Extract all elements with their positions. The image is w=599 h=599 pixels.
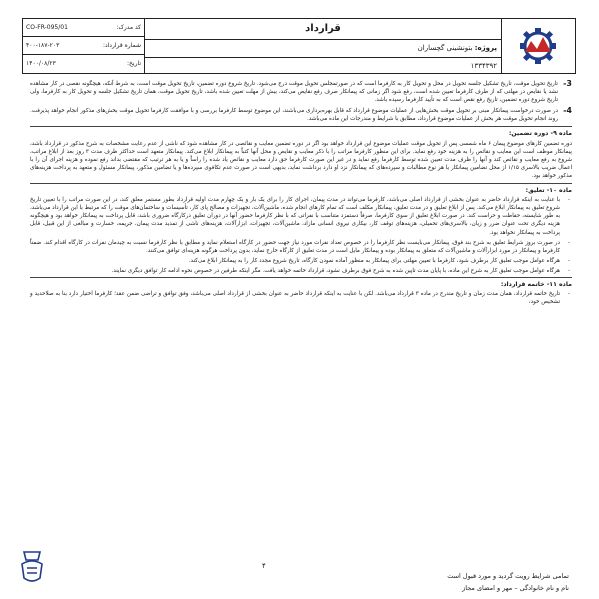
section-divider (30, 126, 572, 127)
doc-code-row (23, 19, 144, 37)
clause-item (30, 80, 572, 104)
section-text: دوره تضمین کارهای موضوع پیمان ۶ ماه شمسی پس از تحویل موقت عملیات موضوع این قرارداد خواهد بود اگر در دوره تضمین معایب و نقائصی در کار مشاهده شود که ناشی از عدم رعایت مشخصات به شرح مذکور در قرارداد باشد، پیمانکار موظف است این معایب و نقائص را به هزینه خود رفع نماید. برای این منظور کارفرما مراتب را با ذکر معایب و نقایص و محل آنها کتباً به پیمانکار ابلاغ می‌کند. پیمانکار متعهد است حداکثر ظرف مدت ۳ روز بعد از ابلاغ مراتب، شروع به رفع معایب و نقائص کند و آنها را ظرف مدت تعیین شده توسط کارفرما رفع نماید و در غیر این صورت کارفرما حق دارد معایب و نقائص یاد شده را راساً و یا به هر ترتیب که مقتضی بداند رفع نموده و هزینه اجرای آن را با اعمال ضریب بالاسری ۱/۱۵ از محل تضامین پیمانکار یا هر نوع مطالبات و سپرده‌های که پیمانکار نزد او دارد برداشت نماید، بدیهی است در صورت عدم تکافوی سپرده‌ها و یا تضامین مذکور، پیمانکار مسئول و متعهد به پرداخت هزینه‌های مذکور خواهد بود. (30, 140, 573, 179)
contract-no-label: شماره قرارداد: (102, 42, 141, 49)
list-item: - در صورت بروز شرایط تعلیق به شرح بند فوق، پیمانکار می‌بایست نظر کارفرما را در خصوص تعداد نفرات مورد نیاز جهت حضور در کارگاه استعلام نماید و مطابق با نظر کارفرما نسبت به چیدمان نفرات در کارگاه اقدام کند. ضمناً کارفرما و پیمانکار در مورد ابزارآلات و ماشین‌آلات که متعلق به پیمانکار بوده و پیمانکار مایل است در مدت تعلیق از کارگاه خارج نماید، بدون پرداخت هرگونه هزینه‌ای توافق می‌کنند. (30, 239, 572, 255)
contract-number: ۱۳۳۴۳۹۲ (470, 62, 497, 70)
section-divider (30, 277, 572, 278)
project-name: بتونشینی گچساران (417, 44, 473, 52)
gear-logo-icon (501, 19, 575, 73)
document-title: قرارداد (145, 19, 501, 40)
acceptance-line: تمامی شرایط رویت گردید و مورد قبول است (447, 572, 569, 580)
contract-no: ۴۰۰-۱۸۷-۲۰۳ (26, 42, 60, 49)
clause-number: 3- (563, 79, 572, 88)
list-item: - با عنایت به اینکه قرارداد حاضر به عنوان بخشی از قرارداد اصلی می‌باشد، کارفرما می‌تواند در مدت پیمان، اجرای کار را برای یک بار و یک چهارم مدت اولیه قرارداد بطور مستمر معلق کند، در این صورت مراتب را با تعیین تاریخ شروع تعلیق به پیمانکار ابلاغ می‌کند. پس از ابلاغ تعلیق و در مدت تعلیق، پیمانکار مکلف است که تمام کارهای انجام شده، ماشین‌آلات، تجهیزات و مصالح پای کار، تأسیسات و ساختمان‌های موقت را که مرتبط با این قرارداد می‌باشد، به طور شایسته، حفاظت و حراست کند. در صورت ابلاغ تعلیق از سوی کارفرما، صرفاً دستمزد متناسب با نفراتی که با نظر کارفرما حضور آنها در دوران تعلیق درکارگاه ضروری باشد، قابل پرداخت به پیمانکار خواهد بود و هیچگونه هزینه دیگری تحت عنوان ضرر و زیان، بالاسری‌های تحمیلی، هزینه‌های توقف کار، بیکاری نیروی انسانی مازاد، ماشین‌آلات، تجهیزات، ابزارآلات، هزینه‌های ناشی از تمدید مدت پیمان، جریمه، خسارت و مبالغی از این قبیل، قابل پرداخت به پیمانکار نخواهد بود. (30, 196, 572, 236)
contract-body (30, 80, 572, 308)
section-heading: ماده ۹- دوره تضمین: (508, 130, 572, 138)
section-divider (30, 183, 572, 184)
project-label: پروژه: (474, 44, 497, 52)
stamp-seal-icon (18, 548, 46, 586)
doc-code: CO-FR-095/01 (26, 24, 68, 31)
list-item: - هرگاه عوامل موجب تعلیق کار به شرح این ماده، با پایان مدت تاپین شده به شرح فوق برطرف نشود، قرارداد خاتمه خواهد یافت. مگر اینکه طرفین در خصوص نحوه ادامه کار توافق دیگری نمایند. (30, 267, 572, 275)
date-label: تاریخ: (127, 60, 141, 67)
page-number: ۴ (262, 562, 266, 570)
document-header (22, 18, 576, 74)
clause-item (30, 107, 572, 123)
clause-number: 4- (563, 106, 572, 116)
list-item: - هرگاه عوامل موجب تعلیق کار برطرف شود، کارفرما با تعیین مهلتی برای پیمانکار به منظور آماده نمودن کارگاه، تاریخ شروع مجدد کار را به پیمانکار ابلاغ می‌کند. (30, 257, 572, 265)
contract-no-row (23, 37, 144, 55)
date-value: ۱۴۰۰/۰۸/۲۳ (26, 60, 56, 67)
section-heading: ماده ۱۰- تعلیق: (525, 187, 572, 195)
document-info (23, 19, 145, 73)
signature-line: نام و نام خانوادگی – مهر و امضای مجاز (462, 584, 569, 592)
clause-text: تاریخ تحویل موقت، تاریخ تشکیل جلسه تحویل در محل و تحویل کار به کارفرما است که در صورتمجلس تحویل موقت درج می‌شود. تاریخ شروع دوره تضمین، تاریخ تحویل موقت است، به شرط آنکه، هیچگونه نقصی در کار مشاهده نشد یا نقایص در مهلتی که از طرف کارفرما تعیین شده است، رفع شود اگر زمانی که پیمانکار صرف رفع نقایص می‌کند، بیش از مهلت تعیین شده باشد، تاریخ تحویل موقت، همان تاریخ تشکیل جلسه و تحویل کار به کارفرما، ولی تاریخ شروع دوره تضمین، تاریخ رفع نقص است که به تأیید کارفرما رسیده باشد. (30, 81, 558, 104)
header-main (145, 19, 501, 73)
doc-code-label: کد مدرک: (116, 24, 141, 31)
company-logo (501, 19, 575, 73)
clause-text: در صورت درخواست پیمانکار مبنی بر تحویل موقت بخش‌هایی از عملیات موضوع قرارداد که قابل بهره‌برداری می‌باشند، این موضوع توسط کارفرما بررسی و با موافقت کارفرما تحویل موقت بخش‌های مذکور انجام خواهد پذیرفت. روند انجام تحویل موقت هر بخش از عملیات موضوع قرارداد، مطابق با شرایط و مندرجات این ماده می‌باشد. (30, 108, 558, 123)
project-row (145, 40, 501, 58)
list-item: - تاریخ خاتمه قرارداد، همان مدت زمان و تاریخ مندرج در ماده ۳ قرارداد می‌باشد. لکن با عنایت به اینکه قرارداد حاضر به عنوان بخشی از قرارداد اصلی می‌باشد، وفق توافق و تراضی ضمن عقد؛ کارفرما اختیار دارد بنا به صلاحدید و تشخیص خود، (30, 290, 572, 306)
date-row (23, 55, 144, 73)
section-heading: ماده ۱۱- خاتمه قرارداد: (500, 280, 572, 288)
